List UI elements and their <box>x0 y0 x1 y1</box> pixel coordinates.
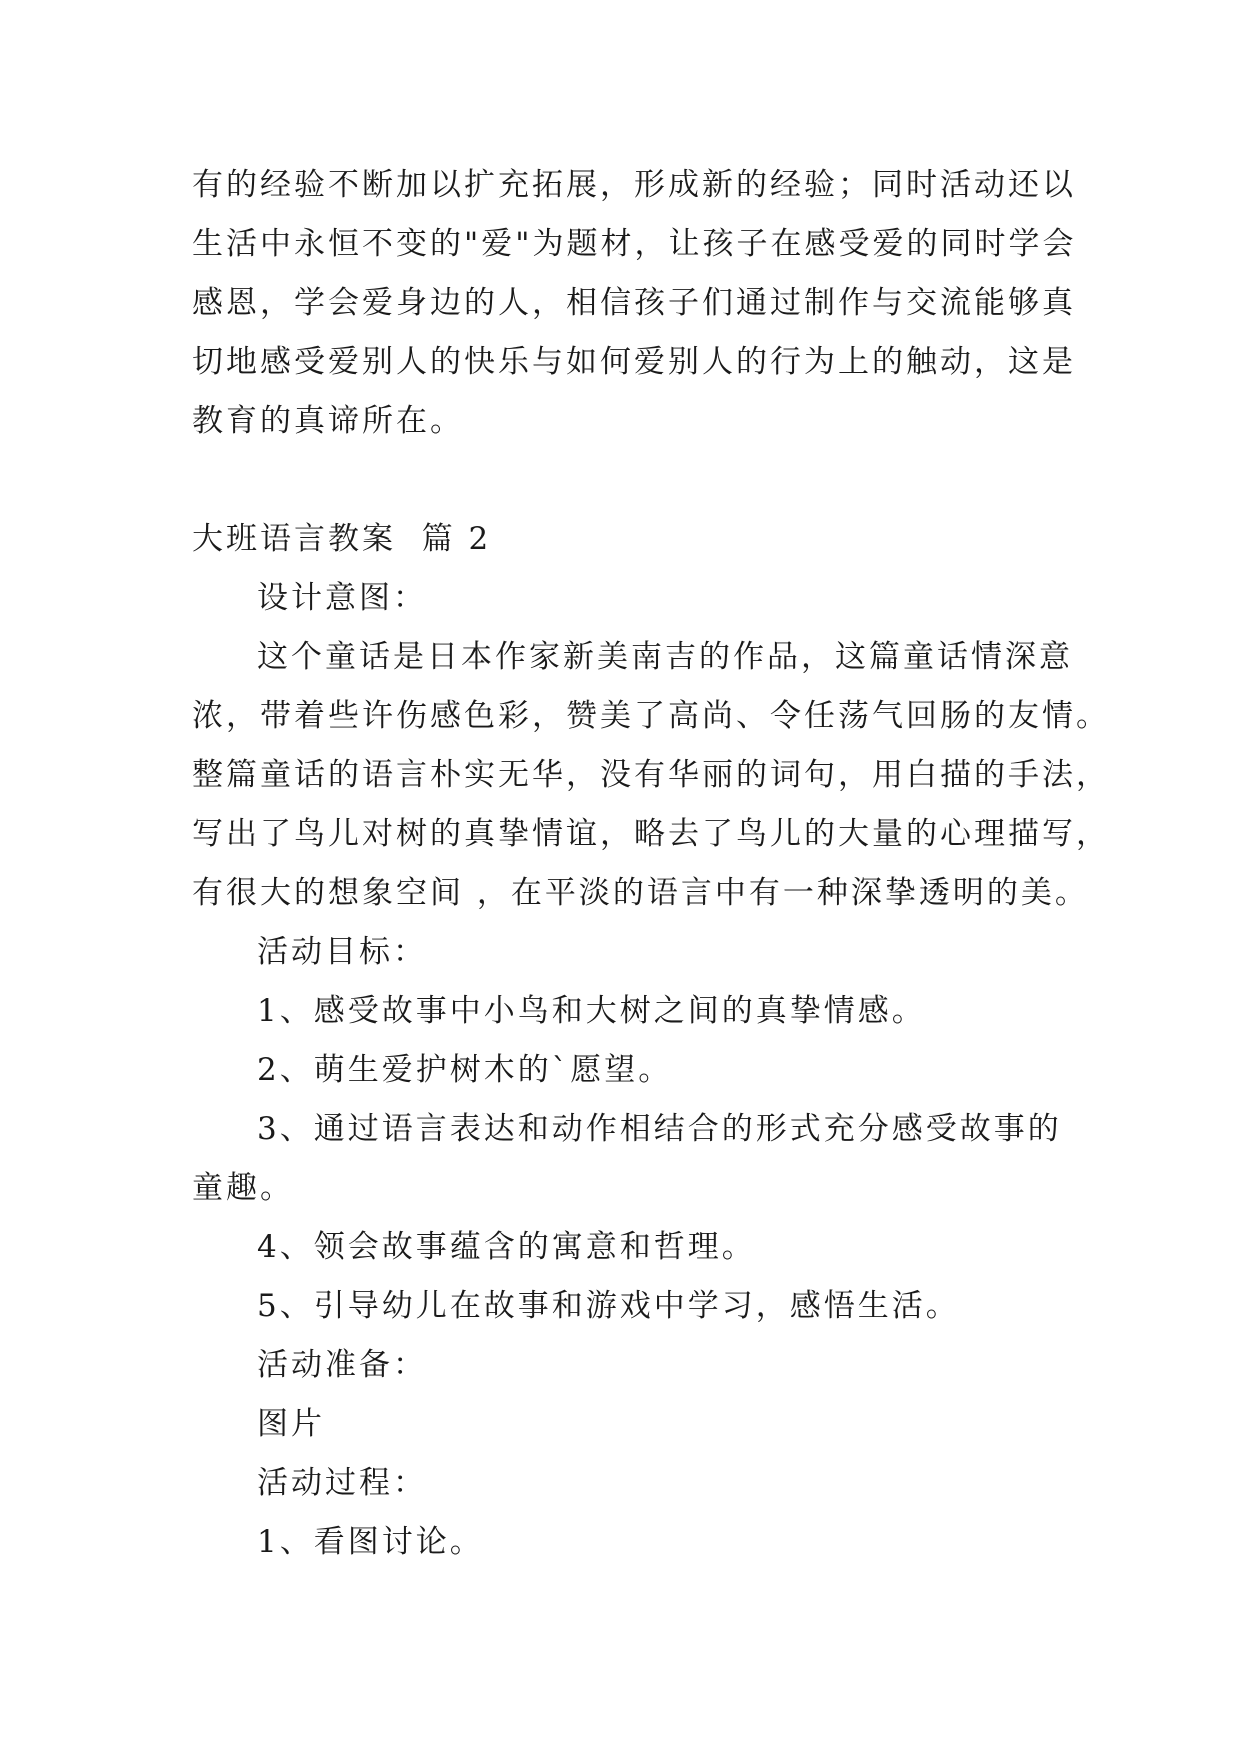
goal-item: 3、通过语言表达和动作相结合的形式充分感受故事的 <box>257 1111 1062 1147</box>
process-label: 活动过程： <box>257 1465 427 1501</box>
paragraph-line: 整篇童话的语言朴实无华，没有华丽的词句，用白描的手法， <box>192 757 1110 793</box>
preparation-item: 图片 <box>257 1406 325 1442</box>
goal-item: 5、引导幼儿在故事和游戏中学习，感悟生活。 <box>257 1288 960 1324</box>
paragraph-line: 写出了鸟儿对树的真挚情谊，略去了鸟儿的大量的心理描写， <box>192 816 1110 852</box>
paragraph-line: 教育的真谛所在。 <box>192 403 464 439</box>
section-title: 大班语言教案 篇 2 <box>192 521 492 557</box>
paragraph-line: 有的经验不断加以扩充拓展，形成新的经验；同时活动还以 <box>192 167 1076 203</box>
goal-item-continuation: 童趣。 <box>192 1170 294 1206</box>
paragraph-line: 切地感受爱别人的快乐与如何爱别人的行为上的触动，这是 <box>192 344 1076 380</box>
process-step: 1、看图讨论。 <box>257 1524 484 1560</box>
goal-item: 2、萌生爱护树木的`愿望。 <box>257 1052 673 1088</box>
paragraph-line: 感恩，学会爱身边的人，相信孩子们通过制作与交流能够真 <box>192 285 1076 321</box>
goal-item: 4、领会故事蕴含的寓意和哲理。 <box>257 1229 756 1265</box>
goal-item: 1、感受故事中小鸟和大树之间的真挚情感。 <box>257 993 926 1029</box>
paragraph-line: 有很大的想象空间 ，在平淡的语言中有一种深挚透明的美。 <box>192 875 1089 911</box>
paragraph-line: 生活中永恒不变的"爱"为题材，让孩子在感受爱的同时学会 <box>192 226 1077 262</box>
goals-label: 活动目标： <box>257 934 427 970</box>
paragraph-line: 浓，带着些许伤感色彩，赞美了高尚、令任荡气回肠的友情。 <box>192 698 1110 734</box>
design-intent-label: 设计意图： <box>257 580 427 616</box>
preparation-label: 活动准备： <box>257 1347 427 1383</box>
paragraph-line: 这个童话是日本作家新美南吉的作品，这篇童话情深意 <box>257 639 1073 675</box>
